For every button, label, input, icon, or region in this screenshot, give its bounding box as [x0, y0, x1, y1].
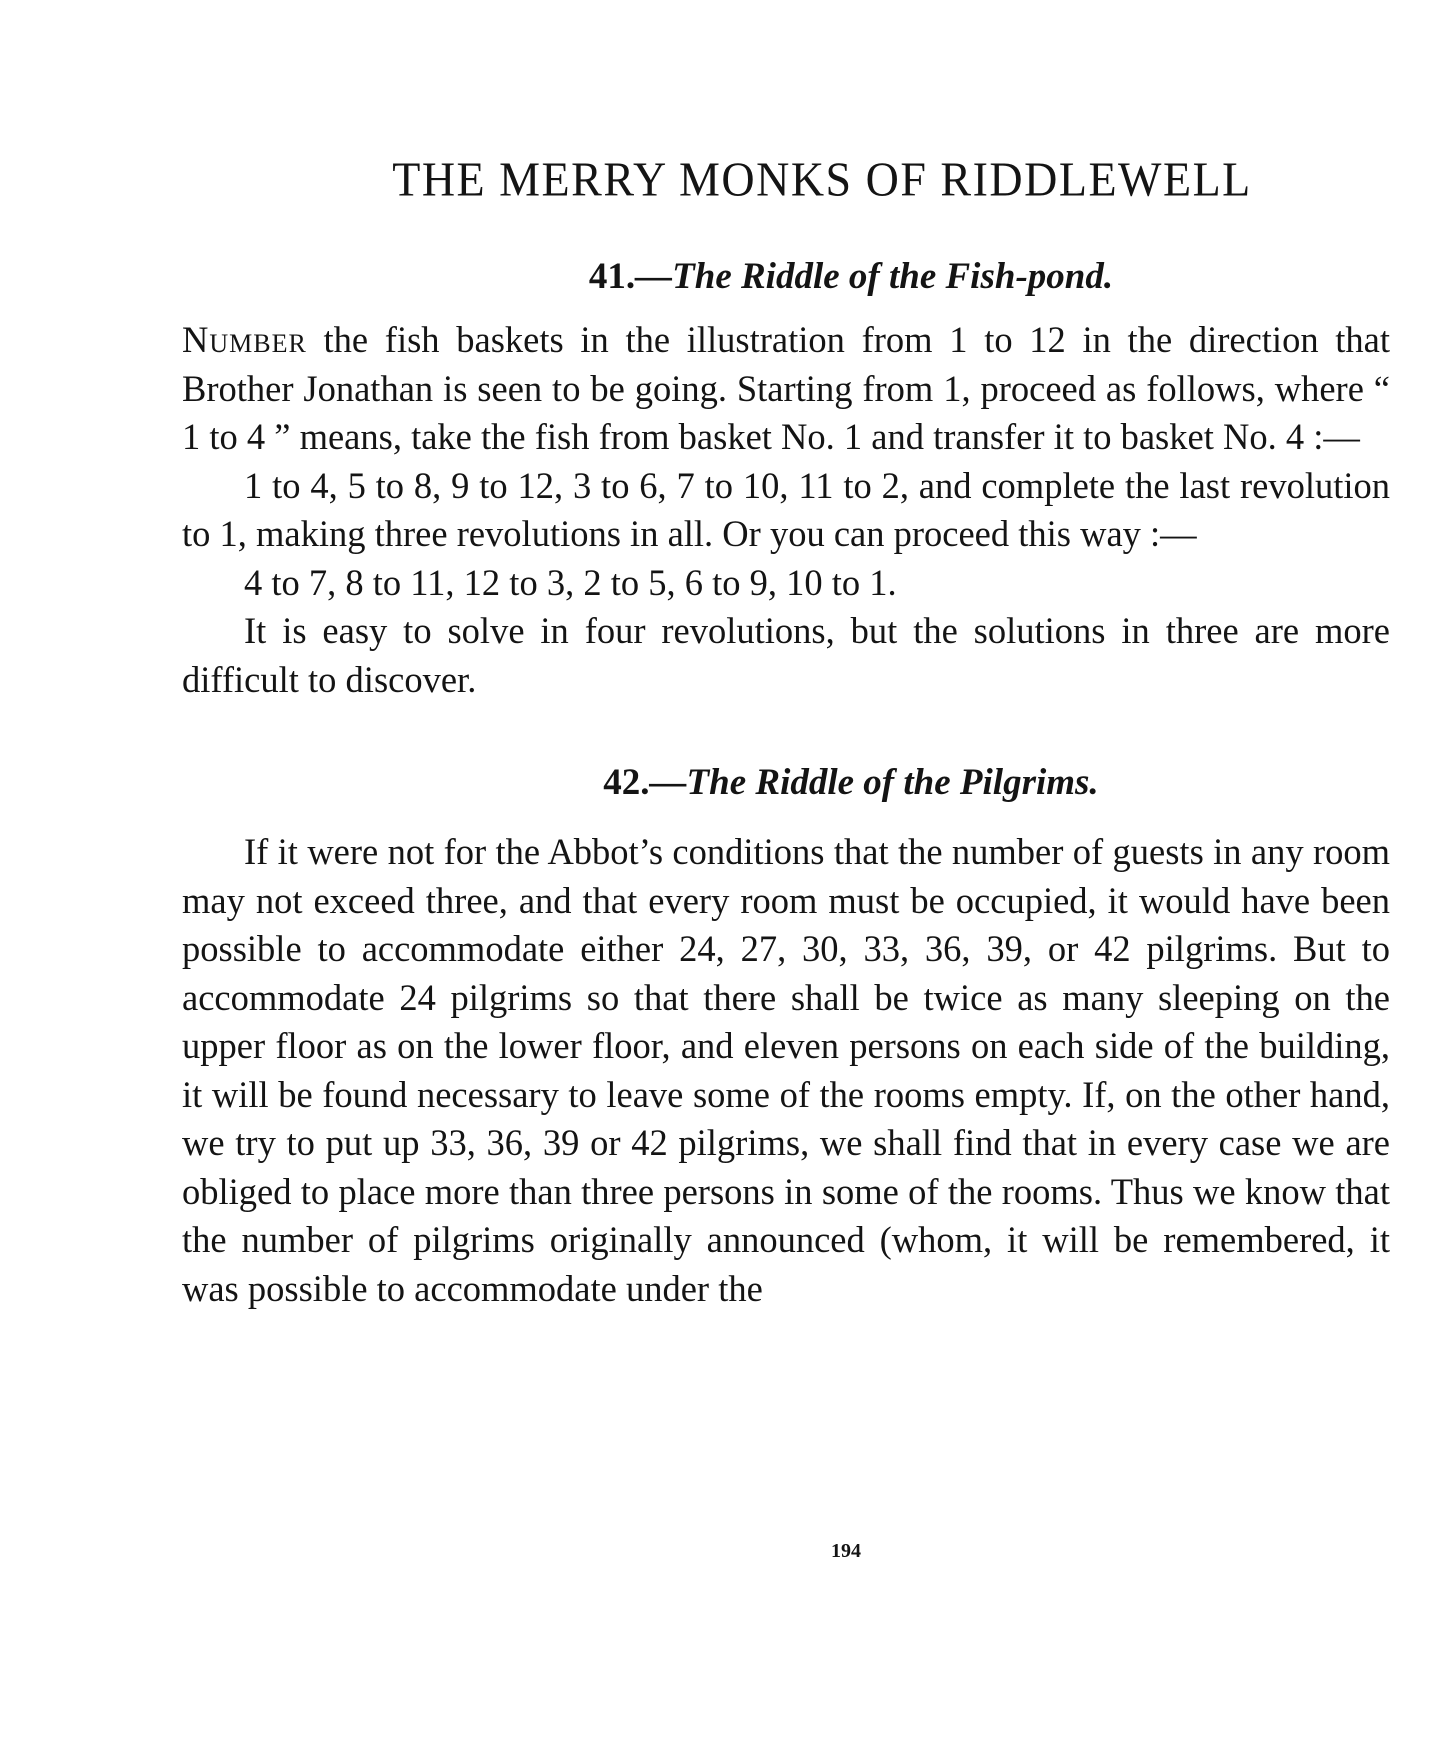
paragraph-41-intro-text: the fish baskets in the illustration from 1 to 12 in the direction that Brother Jonathan is seen to be going. Starting from 1, proceed as follows, where “ 1 to 4 ” means, take the fish from basket No. 1 and transfer it to basket No. 4 :—	[182, 319, 1390, 457]
section-number-42: 42.	[603, 762, 650, 803]
section-number-41: 41.	[588, 256, 636, 297]
paragraph-41-lead-word: Number	[182, 319, 307, 360]
section-title-41: —The Riddle of the Fish-pond.	[635, 256, 1114, 297]
section-title-42: —The Riddle of the Pilgrims.	[649, 762, 1099, 803]
paragraph-41-remark: It is easy to solve in four revolutions, but the solutions in three are more difficult to discover.	[182, 610, 1390, 700]
chapter-title: THE MERRY MONKS OF RIDDLEWELL	[392, 152, 1252, 207]
page-number: 194	[831, 1540, 861, 1562]
section-heading-41	[312, 252, 1390, 302]
paragraph-41-solution-2: 4 to 7, 8 to 11, 12 to 3, 2 to 5, 6 to 9, 10 to 1.	[244, 561, 897, 603]
paragraph-42-body: If it were not for the Abbot’s conditions that the number of guests in any room may not exceed three, and that every room must be occupied, it would have been possible to accommodate either 24, 27, 30, 33, 36, 39, or 42 pilgrims. But to accommodate 24 pilgrims so that there shall be twice as many sleeping on the upper floor as on the lower floor, and eleven persons on each side of the building, it will be found necessary to leave some of the rooms empty. If, on the other hand, we try to put up 33, 36, 39 or 42 pilgrims, we shall find that in every case we are obliged to place more than three persons in some of the rooms. Thus we know that the number of pilgrims originally announced (whom, it will be remembered, it was possible to accommodate under the	[182, 831, 1390, 1309]
paragraph-41-solution-1: 1 to 4, 5 to 8, 9 to 12, 3 to 6, 7 to 10, 11 to 2, and complete the last revolution to 1, making three revolutions in all. Or you can proceed this way :—	[182, 464, 1390, 554]
book-page	[182, 150, 1390, 1562]
section-heading-42	[312, 758, 1390, 808]
paragraph-41-intro	[182, 316, 1390, 462]
